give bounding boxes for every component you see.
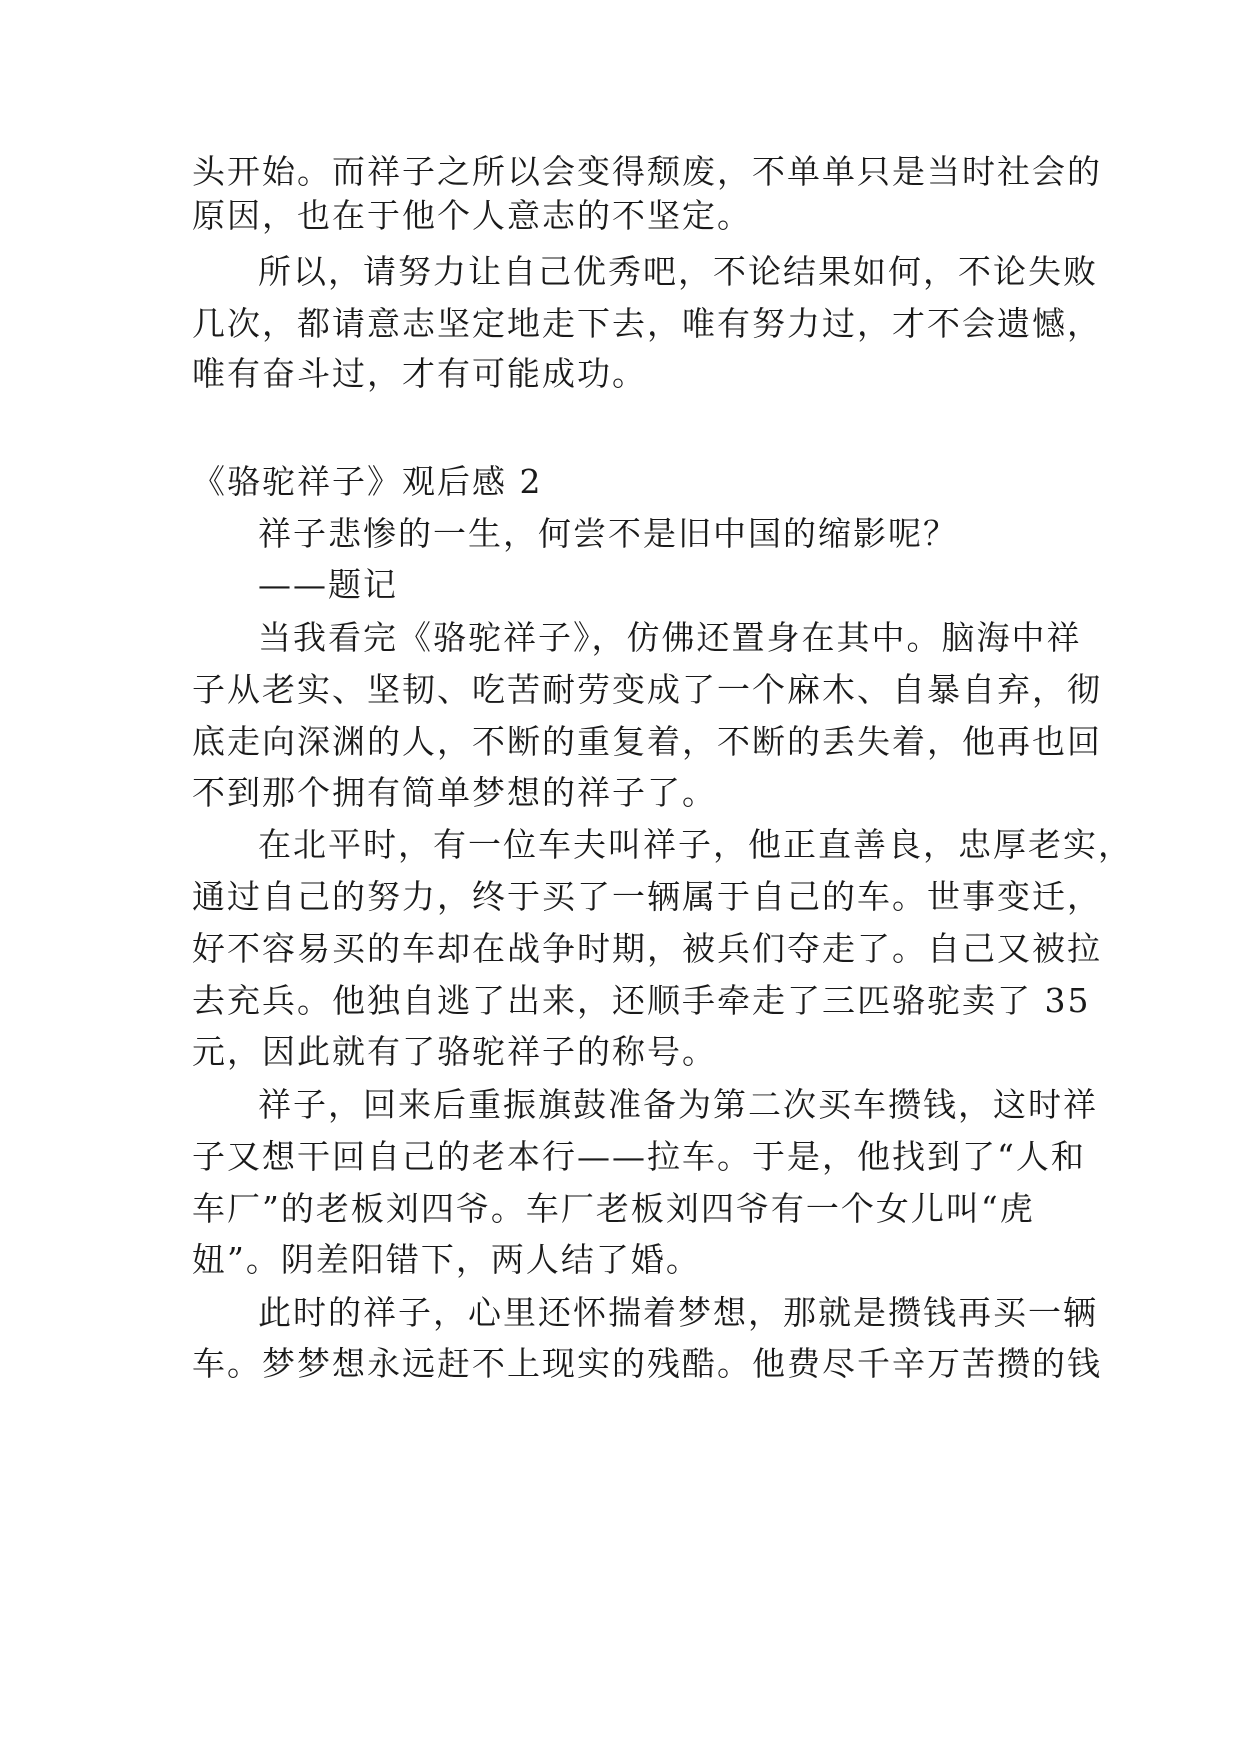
- body-line: 原因，也在于他个人意志的不坚定。: [192, 196, 752, 235]
- body-line: 唯有奋斗过，才有可能成功。: [192, 354, 647, 393]
- body-line: 通过自己的努力，终于买了一辆属于自己的车。世事变迁，: [192, 877, 1102, 916]
- body-line: 几次，都请意志坚定地走下去，唯有努力过，才不会遗憾，: [192, 304, 1102, 343]
- body-line: 子从老实、坚韧、吃苦耐劳变成了一个麻木、自暴自弃，彻: [192, 670, 1102, 709]
- epigraph-line: 祥子悲惨的一生，何尝不是旧中国的缩影呢？: [258, 514, 958, 553]
- body-line: 元，因此就有了骆驼祥子的称号。: [192, 1032, 717, 1071]
- body-line: 此时的祥子，心里还怀揣着梦想，那就是攒钱再买一辆: [258, 1293, 1098, 1332]
- body-line: 去充兵。他独自逃了出来，还顺手牵走了三匹骆驼卖了 35: [192, 981, 1091, 1020]
- body-line: 不到那个拥有简单梦想的祥子了。: [192, 773, 717, 812]
- epigraph-attribution: ——题记: [258, 565, 398, 604]
- body-line: 车厂”的老板刘四爷。车厂老板刘四爷有一个女儿叫“虎: [192, 1189, 1035, 1228]
- body-line: 车。梦梦想永远赶不上现实的残酷。他费尽千辛万苦攒的钱: [192, 1344, 1102, 1383]
- body-line: 妞”。阴差阳错下，两人结了婚。: [192, 1240, 701, 1279]
- body-line: 头开始。而祥子之所以会变得颓废，不单单只是当时社会的: [192, 152, 1102, 191]
- body-line: 当我看完《骆驼祥子》，仿佛还置身在其中。脑海中祥: [258, 618, 1082, 657]
- body-line: 子又想干回自己的老本行——拉车。于是，他找到了“人和: [192, 1137, 1086, 1176]
- section-heading: 《骆驼祥子》观后感 2: [192, 462, 543, 501]
- body-line: 祥子，回来后重振旗鼓准备为第二次买车攒钱，这时祥: [258, 1085, 1098, 1124]
- body-line: 好不容易买的车却在战争时期，被兵们夺走了。自己又被拉: [192, 929, 1102, 968]
- body-line: 底走向深渊的人，不断的重复着，不断的丢失着，他再也回: [192, 722, 1102, 761]
- body-line: 所以，请努力让自己优秀吧，不论结果如何，不论失败: [258, 252, 1098, 291]
- body-line: 在北平时，有一位车夫叫祥子，他正直善良，忠厚老实，: [258, 825, 1133, 864]
